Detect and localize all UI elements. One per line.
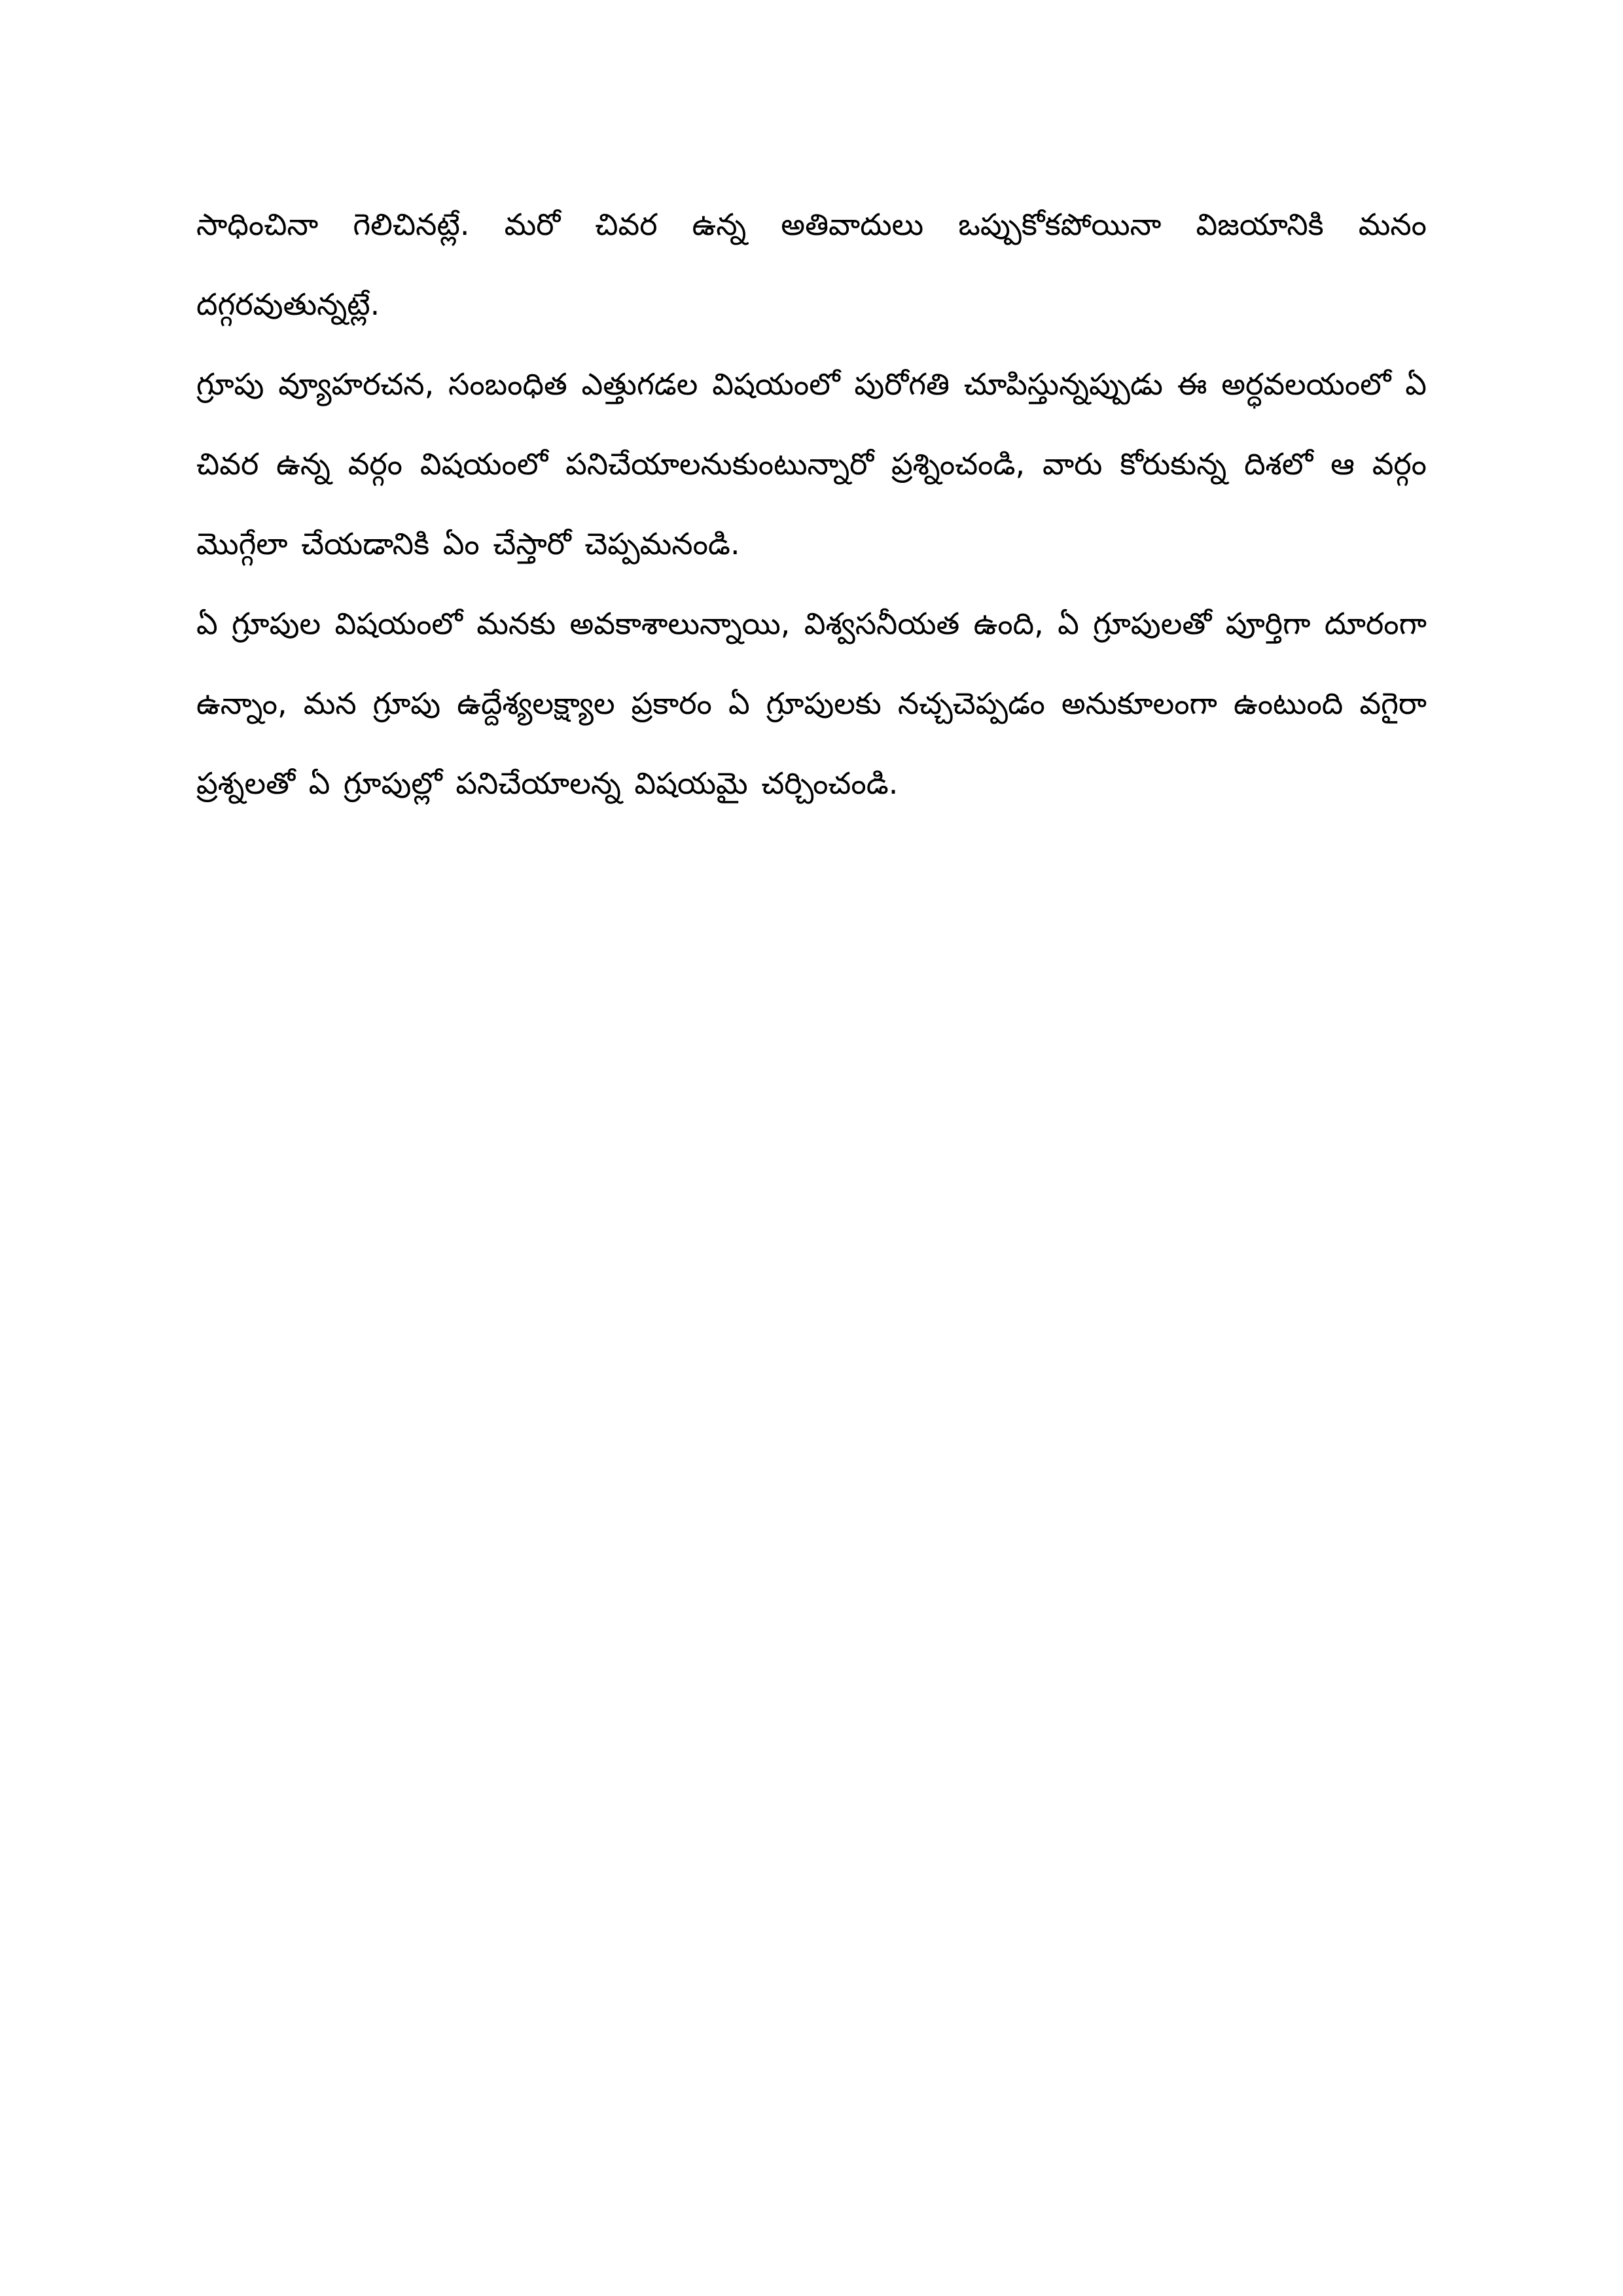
paragraph-3: ఏ గ్రూపుల విషయంలో మనకు అవకాశాలున్నాయి, విశ్వసనీయత ఉంది, ఏ గ్రూపులతో పూర్తిగా దూరంగా ఉన్నాం, మన గ్రూపు ఉద్దేశ్యలక్ష్యాల ప్రకారం ఏ గ్రూపులకు నచ్చచెప్పడం అనుకూలంగా ఉంటుంది వగైరా ప్రశ్నలతో ఏ గ్రూపుల్లో పనిచేయాలన్న విషయమై చర్చించండి. bbox=[196, 606, 1427, 801]
paragraph-2: గ్రూపు వ్యూహరచన, సంబంధిత ఎత్తుగడల విషయంలో పురోగతి చూపిస్తున్నప్పుడు ఈ అర్ధవలయంలో ఏ చివర ఉన్న వర్గం విషయంలో పనిచేయాలనుకుంటున్నారో ప్రశ్నించండి, వారు కోరుకున్న దిశలో ఆ వర్గం మొగ్గేలా చేయడానికి ఏం చేస్తారో చెప్పమనండి. bbox=[196, 366, 1427, 561]
document-body bbox=[196, 185, 1427, 823]
paragraph-1: సాధించినా గెలిచినట్లే. మరో చివర ఉన్న అతివాదులు ఒప్పుకోకపోయినా విజయానికి మనం దగ్గరవుతున్నట్లే. bbox=[196, 207, 1427, 322]
